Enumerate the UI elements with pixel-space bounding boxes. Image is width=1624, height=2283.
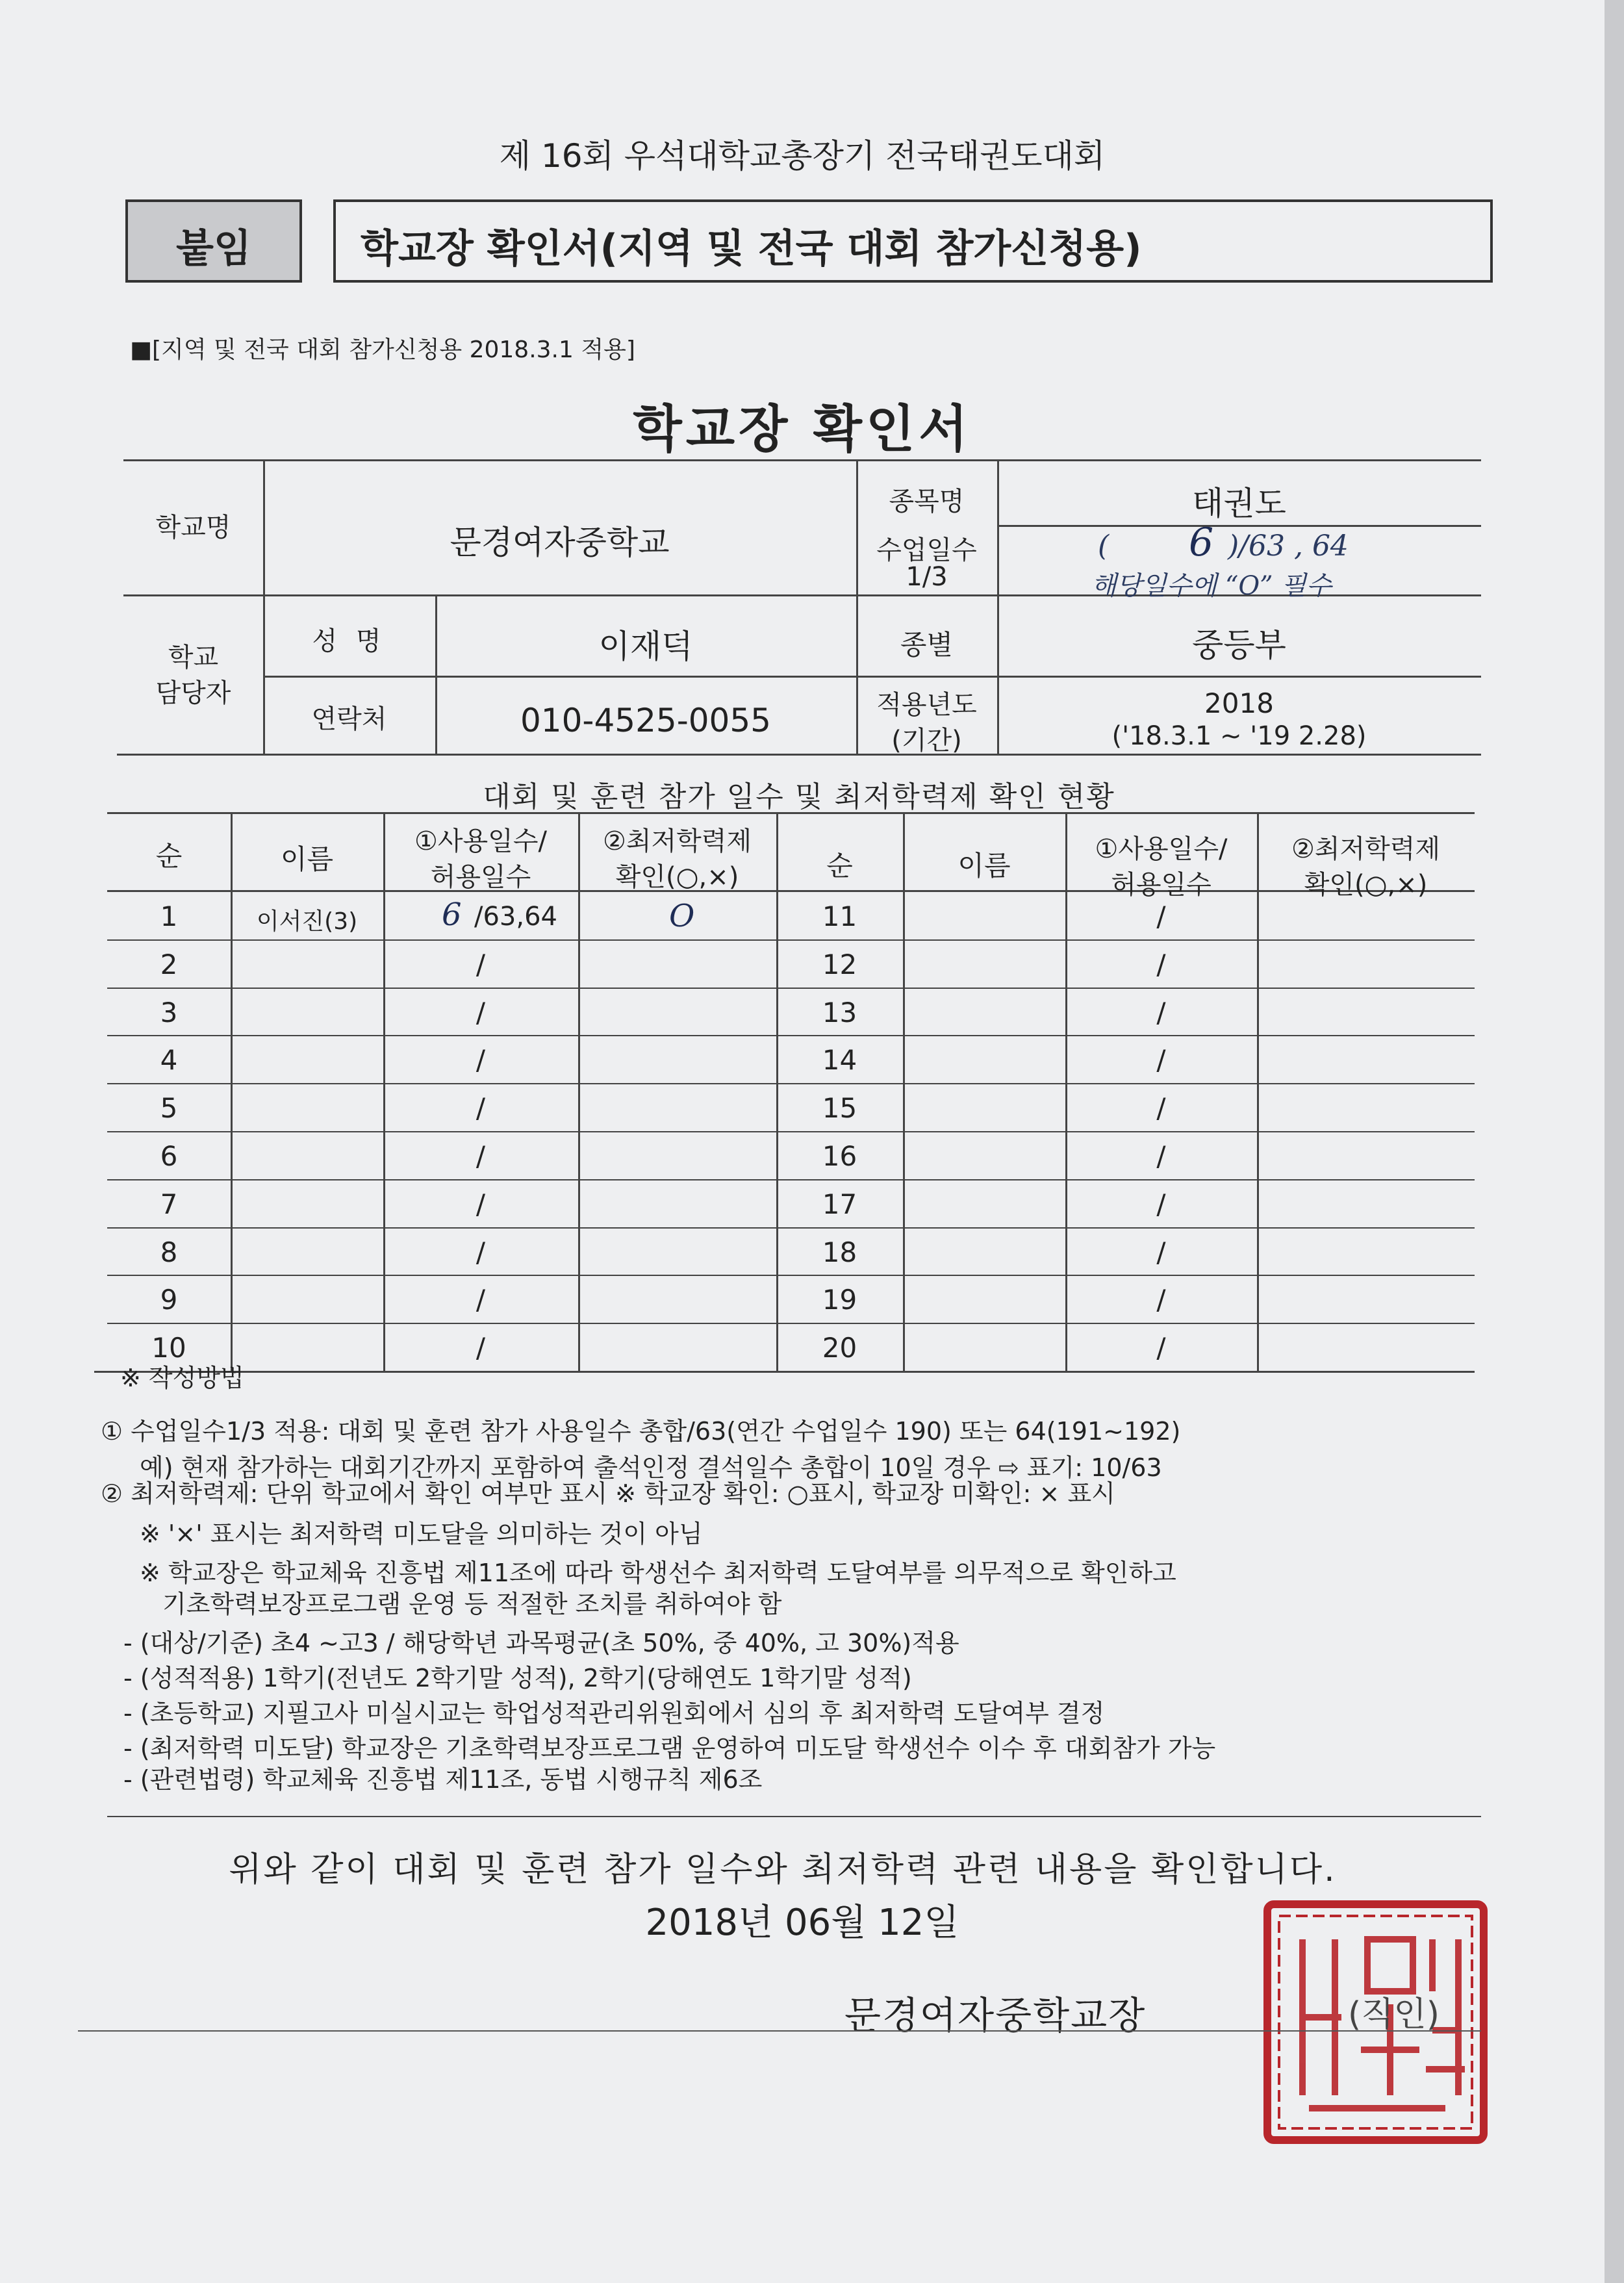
row-divider <box>107 988 1475 989</box>
row-number: 15 <box>822 1092 857 1124</box>
col-no-left: 순 <box>155 840 183 872</box>
days-slash: / <box>476 1188 486 1220</box>
days-slash: / <box>476 1092 486 1124</box>
col-check-left: ②최저학력제 <box>602 826 752 856</box>
row-divider <box>107 1083 1475 1084</box>
school-name: 문경여자중학교 <box>450 524 670 561</box>
instruction-line: - (최저학력 미도달) 학교장은 기초학력보장프로그램 운영하여 미도달 학생선수 이수 후 대회참가 가능 <box>123 1734 1216 1763</box>
days-slash: / <box>476 949 486 980</box>
event-value: 태권도 <box>1192 485 1286 522</box>
year-period: ('18.3.1 ~ '19 2.28) <box>1111 721 1367 751</box>
days-slash: / <box>476 1140 486 1172</box>
days-slash: / <box>476 997 486 1028</box>
days-slash: / <box>1156 1284 1166 1316</box>
days-slash: / <box>1156 949 1166 980</box>
event-label: 종목명 <box>889 487 965 517</box>
instruction-line: ① 수업일수1/3 적용: 대회 및 훈련 참가 사용일수 총합/63(연간 수업일수 190) 또는 64(191~192) <box>101 1417 1181 1446</box>
row-number: 9 <box>160 1284 178 1316</box>
instruction-line: - (성적적용) 1학기(전년도 2학기말 성적), 2학기(당해연도 1학기말 성적) <box>123 1664 912 1692</box>
row-divider <box>107 1275 1475 1276</box>
row-number: 3 <box>160 997 178 1028</box>
row-number: 11 <box>822 900 857 932</box>
row-number: 10 <box>151 1332 186 1364</box>
col-check-right-2: 확인(○,×) <box>1304 870 1428 900</box>
contact-value: 010-4525-0055 <box>520 702 771 739</box>
days-slash: / <box>1156 1140 1166 1172</box>
instruction-line: ※ '×' 표시는 최저학력 미도달을 의미하는 것이 아님 <box>140 1520 703 1548</box>
row-number: 5 <box>160 1092 178 1124</box>
col-no-right: 순 <box>826 850 853 882</box>
days-slash: / <box>1156 900 1166 932</box>
row-number: 6 <box>160 1140 178 1172</box>
table-title: 대회 및 훈련 참가 일수 및 최저학력제 확인 현황 <box>483 780 1115 813</box>
days-value: )/63 , 64 <box>1228 529 1349 563</box>
instruction-line: - (관련법령) 학교체육 진흥법 제11조, 동법 시행규칙 제6조 <box>123 1765 763 1794</box>
col-check-right: ②최저학력제 <box>1291 834 1441 864</box>
row-divider <box>107 939 1475 941</box>
row-divider <box>107 1227 1475 1229</box>
days-value-handwritten: 6 <box>1189 520 1214 565</box>
used-days-handwritten: 6 <box>442 897 462 933</box>
page-edge-shadow <box>1605 0 1624 2283</box>
col-name-left: 이름 <box>280 843 334 875</box>
row-number: 18 <box>822 1236 857 1268</box>
days-label: 수업일수 <box>876 535 977 565</box>
row-divider <box>107 1323 1475 1324</box>
instruction-line: ※ 학교장은 학교체육 진흥법 제11조에 따라 학생선수 최저학력 도달여부를 의무적으로 확인하고 <box>140 1559 1176 1587</box>
instruction-line: 기초학력보장프로그램 운영 등 적절한 조치를 취하여야 함 <box>162 1590 782 1618</box>
confirm-statement: 위와 같이 대회 및 훈련 참가 일수와 최저학력 관련 내용을 확인합니다. <box>229 1850 1337 1889</box>
instruction-line: 예) 현재 참가하는 대회기간까지 포함하여 출석인정 결석일수 총합이 10일 경우 ⇨ 표기: 10/63 <box>140 1453 1162 1482</box>
attachment-badge <box>125 199 302 283</box>
instructions-heading: ※ 작성방법 <box>120 1364 244 1392</box>
form-title: 학교장 확인서(지역 및 전국 대회 참가신청용) <box>361 226 1142 272</box>
year-label-period: (기간) <box>891 726 962 756</box>
row-number: 17 <box>822 1188 857 1220</box>
days-slash: / <box>476 1332 486 1364</box>
row-number: 14 <box>822 1044 857 1076</box>
min-academic-check: O <box>669 898 695 934</box>
instruction-line: - (대상/기준) 초4 ~고3 / 해당학년 과목평균(초 50%, 중 40%, 고 30%)적용 <box>123 1629 959 1657</box>
row-number: 2 <box>160 949 178 980</box>
days-slash: / <box>1156 1332 1166 1364</box>
col-days-left-2: 허용일수 <box>430 862 531 892</box>
instruction-line: - (초등학교) 지필고사 미실시교는 학업성적관리위원회에서 심의 후 최저학력 도달여부 결정 <box>123 1699 1105 1728</box>
form-title-box <box>333 199 1493 283</box>
row-number: 7 <box>160 1188 178 1220</box>
row-number: 4 <box>160 1044 178 1076</box>
school-label: 학교명 <box>155 513 231 542</box>
days-slash: / <box>1156 997 1166 1028</box>
row-number: 16 <box>822 1140 857 1172</box>
days-slash: / <box>476 1284 486 1316</box>
row-divider <box>107 1131 1475 1132</box>
competition-title: 제 16회 우석대학교총장기 전국태권도대회 <box>499 137 1106 175</box>
row-number: 13 <box>822 997 857 1028</box>
staff-label: 학교 <box>168 643 219 672</box>
days-slash: / <box>1156 1092 1166 1124</box>
row-divider <box>107 1035 1475 1036</box>
row-number: 12 <box>822 949 857 980</box>
seal-label: (직인) <box>1348 1995 1440 2034</box>
name-value: 이재덕 <box>598 628 693 665</box>
attachment-label: 붙임 <box>176 226 251 272</box>
row-number: 19 <box>822 1284 857 1316</box>
days-slash: / <box>476 1236 486 1268</box>
days-note: 해당일수에 “O” 필수 <box>1091 571 1332 601</box>
name-label: 성 명 <box>312 626 387 656</box>
row-number: 8 <box>160 1236 178 1268</box>
days-slash: / <box>1156 1044 1166 1076</box>
col-name-right: 이름 <box>958 850 1011 882</box>
year-label: 적용년도 <box>876 690 977 720</box>
col-days-right-2: 허용일수 <box>1111 870 1212 900</box>
contact-label: 연락처 <box>311 704 387 734</box>
category-label: 종별 <box>900 629 954 661</box>
days-slash: / <box>1156 1188 1166 1220</box>
year-value: 2018 <box>1204 687 1274 719</box>
main-title: 학교장 확인서 <box>633 400 972 459</box>
col-check-left-2: 확인(○,×) <box>615 862 739 892</box>
principal-title: 문경여자중학교장 <box>844 1993 1147 2037</box>
student-name: 이서진(3) <box>256 908 358 935</box>
row-number: 1 <box>160 900 178 932</box>
staff-label-2: 담당자 <box>155 678 231 708</box>
used-days: /63,64 <box>474 902 557 932</box>
days-label-ratio: 1/3 <box>906 562 948 592</box>
instruction-line: ② 최저학력제: 단위 학교에서 확인 여부만 표시 ※ 학교장 확인: ○표시, 학교장 미확인: × 표시 <box>101 1479 1115 1508</box>
days-value-open: ( <box>1098 529 1110 563</box>
days-slash: / <box>476 1044 486 1076</box>
row-number: 20 <box>822 1332 857 1364</box>
col-days-right: ①사용일수/ <box>1095 834 1228 864</box>
applicable-note: ■[지역 및 전국 대회 참가신청용 2018.3.1 적용] <box>130 337 635 363</box>
confirm-date: 2018년 06월 12일 <box>645 1902 959 1944</box>
col-days-left: ①사용일수/ <box>414 826 547 856</box>
row-divider <box>107 1179 1475 1180</box>
days-slash: / <box>1156 1236 1166 1268</box>
category-value: 중등부 <box>1192 626 1286 664</box>
